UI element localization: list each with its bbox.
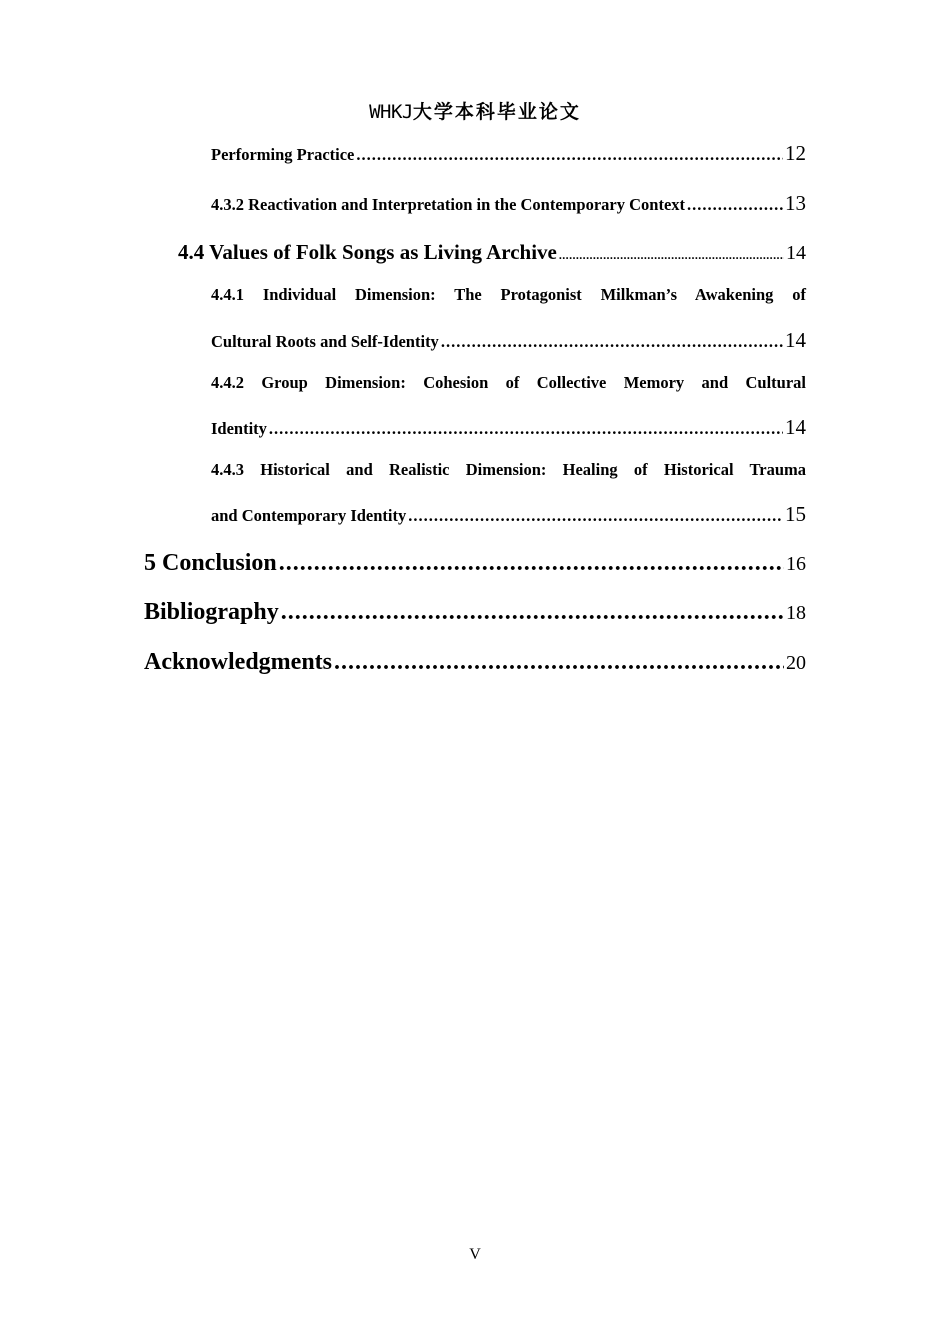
toc-entry-page: 13 [785,191,806,215]
toc-entry-title: and Contemporary Identity [211,506,407,525]
toc-entry-4-3-2[interactable] [211,191,806,216]
toc-leader-dots [279,550,784,577]
toc-entry-4-4-2-line1[interactable]: 4.4.2 Group Dimension: Cohesion of Collective Memory and Cultural [211,373,806,392]
toc-entry-bibliography[interactable] [144,599,806,626]
toc-entry-page: 14 [785,415,806,439]
toc-leader-dots [281,599,784,626]
running-header [0,97,950,124]
toc-entry-title: 5 Conclusion [144,550,277,576]
toc-leader-dots [441,332,783,352]
toc-entry-title: 4.4 Values of Folk Songs as Living Archive [178,240,557,264]
toc-entry-page: 20 [786,652,806,674]
toc-entry-page: 16 [786,553,806,575]
toc-entry-page: 14 [785,328,806,352]
toc-entry-title: Performing Practice [211,145,355,164]
header-thesis-title: 大学本科毕业论文 [412,101,581,123]
toc-leader-dots [334,649,784,676]
toc-leader-dots [408,506,783,526]
toc-entry-title: Identity [211,419,267,438]
toc-entry-page: 15 [785,502,806,526]
toc-entry-page: 18 [786,602,806,624]
toc-leader-dots [559,248,784,263]
toc-entry-title: Bibliography [144,599,279,625]
toc-entry-4-4-3-line1[interactable]: 4.4.3 Historical and Realistic Dimension: Healing of Historical Trauma [211,460,806,479]
toc-entry-4-4-3[interactable] [211,502,806,527]
toc-leader-dots [687,195,783,215]
toc-entry-page: 14 [786,242,806,264]
toc-entry-acknowledgments[interactable] [144,649,806,676]
toc-leader-dots [269,419,783,439]
toc-entry-title: Cultural Roots and Self-Identity [211,332,439,351]
toc-entry-conclusion[interactable] [144,550,806,577]
toc-entry-4-4-1[interactable] [211,328,806,353]
toc-entry-4-4-1-line1[interactable]: 4.4.1 Individual Dimension: The Protagonist Milkman’s Awakening of [211,285,806,304]
page-number: V [469,1246,481,1263]
toc-entry-4-4[interactable] [178,240,806,265]
toc-entry-title: Acknowledgments [144,649,333,675]
toc-entry-title: 4.3.2 Reactivation and Interpretation in the Contemporary Context [211,195,686,214]
toc-entry-performing-practice[interactable] [211,141,806,166]
header-university-code: WHKJ [369,101,413,123]
toc-entry-4-4-2[interactable] [211,415,806,440]
toc-entry-page: 12 [785,141,806,165]
toc-leader-dots [356,145,783,165]
